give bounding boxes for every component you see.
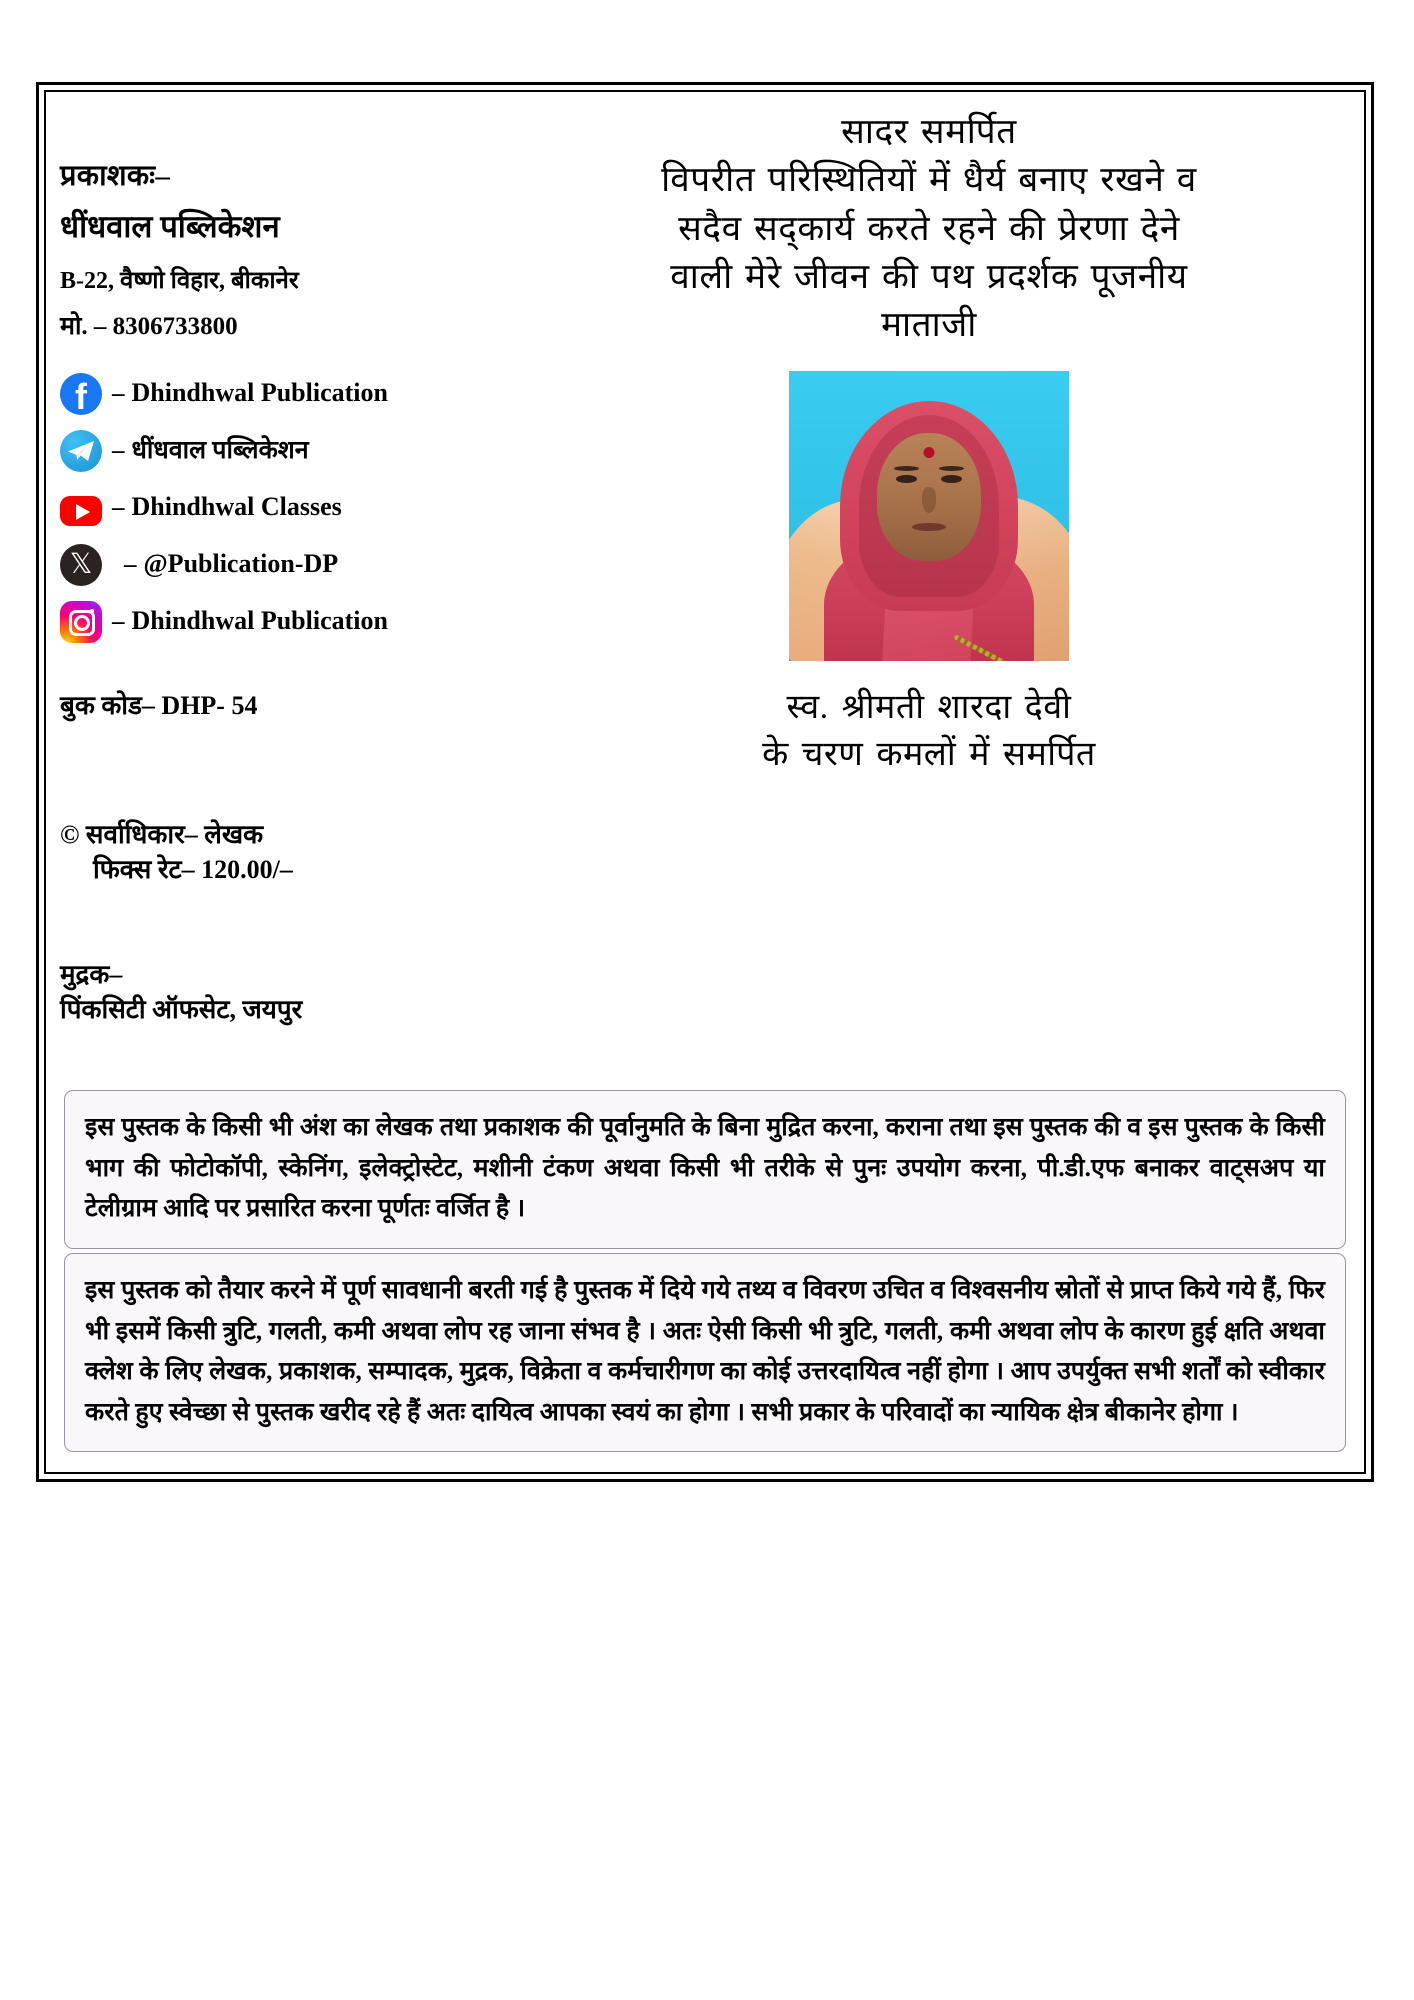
dedication-text [514, 108, 1344, 349]
social-links-list [60, 372, 500, 644]
social-link-instagram[interactable] [60, 600, 500, 644]
social-link-facebook[interactable] [60, 372, 500, 416]
publisher-address: B-22, वैष्णो विहार, बीकानेर [60, 267, 299, 294]
page-content [44, 90, 1366, 1474]
publisher-column [60, 160, 500, 1027]
social-separator: – [112, 608, 125, 636]
social-label-telegram: धींधवाल पब्लिकेशन [131, 437, 309, 465]
dedication-column [514, 108, 1344, 779]
instagram-icon [60, 601, 102, 643]
social-label-youtube: Dhindhwal Classes [131, 492, 342, 522]
printer-block [60, 957, 500, 1027]
social-link-x-twitter[interactable] [60, 543, 500, 587]
telegram-icon [60, 430, 102, 472]
publisher-label: प्रकाशकः– [60, 160, 171, 192]
copyright-block [60, 817, 500, 887]
dedication-line-3: सदैव सद्कार्य करते रहने की प्रेरणा देने [678, 208, 1180, 248]
photo-caption-line-2: के चरण कमलों में समर्पित [762, 736, 1096, 774]
social-label-facebook: Dhindhwal Publication [131, 378, 388, 408]
liability-notice-box [64, 1253, 1346, 1452]
copyright-notice-text: इस पुस्तक के किसी भी अंश का लेखक तथा प्रकाशक की पूर्वानुमति के बिना मुद्रित करना, कराना तथा इस पुस्तक की व इस पुस्तक के किसी भाग की फोटोकॉपी, स्केनिंग, इलेक्ट्रोस्टेट, मशीनी टंकण अथवा किसी भी तरीके से पुनः उपयोग करना, पी.डी.एफ बनाकर वाट्सअप या टेलीग्राम आदि पर प्रसारित करना पूर्णतः वर्जित है । [85, 1114, 1325, 1222]
dedication-line-1: सादर समर्पित [841, 112, 1017, 151]
book-code: बुक कोड– DHP- 54 [60, 690, 258, 720]
copyright-holder: © सर्वाधिकार– लेखक [60, 819, 264, 849]
dedication-line-4: वाली मेरे जीवन की पथ प्रदर्शक पूजनीय [670, 256, 1188, 296]
facebook-icon: f [60, 373, 102, 415]
social-label-x-twitter: @Publication-DP [143, 549, 339, 579]
x-twitter-icon: 𝕏 [60, 544, 102, 586]
social-separator: – [112, 494, 125, 522]
social-link-telegram[interactable] [60, 429, 500, 473]
social-separator: – [112, 380, 125, 408]
publisher-name: धींधवाल पब्लिकेशन [60, 209, 280, 245]
social-separator: – [112, 437, 125, 465]
social-separator: – [124, 551, 137, 579]
dedication-line-5: माताजी [881, 305, 977, 345]
publisher-mobile: मो. – 8306733800 [60, 312, 238, 340]
copyright-notice-box [64, 1090, 1346, 1249]
printer-label: मुद्रक– [60, 960, 123, 990]
memorial-portrait-photo [789, 371, 1069, 661]
printer-name: पिंकसिटी ऑफसेट, जयपुर [60, 995, 303, 1025]
dedication-line-2: विपरीत परिस्थितियों में धैर्य बनाए रखने व [661, 160, 1197, 200]
social-label-instagram: Dhindhwal Publication [131, 606, 388, 636]
social-link-youtube[interactable] [60, 486, 500, 530]
youtube-icon [60, 496, 102, 526]
fixed-price: फिक्स रेट– 120.00/– [93, 855, 293, 885]
liability-notice-text: इस पुस्तक को तैयार करने में पूर्ण सावधानी बरती गई है पुस्तक में दिये गये तथ्य व विवरण उचित व विश्वसनीय स्रोतों से प्राप्त किये गये हैं, फिर भी इसमें किसी त्रुटि, गलती, कमी अथवा लोप रह जाना संभव है । अतः ऐसी किसी भी त्रुटि, गलती, कमी अथवा लोप के कारण हुई क्षति अथवा क्लेश के लिए लेखक, प्रकाशक, सम्पादक, मुद्रक, विक्रेता व कर्मचारीगण का कोई उत्तरदायित्व नहीं होगा । आप उपर्युक्त सभी शर्तों को स्वीकार करते हुए स्वेच्छा से पुस्तक खरीद रहे हैं अतः दायित्व आपका स्वयं का होगा । सभी प्रकार के परिवादों का न्यायिक क्षेत्र बीकानेर होगा । [85, 1277, 1325, 1426]
photo-caption [514, 685, 1344, 779]
photo-caption-line-1: स्व. श्रीमती शारदा देवी [786, 689, 1072, 727]
